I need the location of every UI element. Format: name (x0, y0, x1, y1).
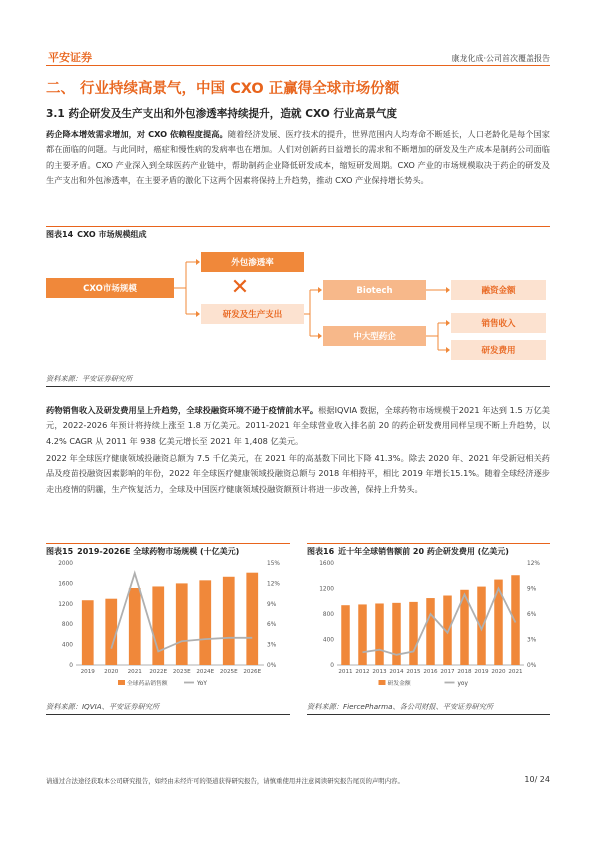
header-divider (46, 65, 550, 66)
x-tick-label: 2021 (127, 669, 142, 675)
bar-2015 (409, 602, 418, 665)
paragraph-2-body: 根据IQVIA 数据，全球药物市场规模于2021 年达到 1.5 万亿美元，2022-2026 年预计将持续上涨至 1.8 万亿美元。2011-2021 年全球营业收入排名前 20 的药企研发费用同样呈现不断上升趋势，以 4.2% CAGR 从 2011 年 938 亿美元增长至 2021 年 1,408 亿美元。 (46, 405, 550, 446)
fig16-chart (307, 557, 550, 697)
x-tick-label: 2021 (508, 669, 523, 675)
fig15-header (46, 543, 290, 557)
x-tick-label: 2014 (389, 669, 404, 675)
x-tick-label: 2015 (406, 669, 421, 675)
legend-label-line: yoy (457, 681, 468, 687)
legend-label-line: YoY (197, 681, 207, 687)
fig15-prefix: 图表15 (46, 547, 74, 556)
page-number: 10/ 24 (524, 775, 550, 784)
y-tick-label: 0 (69, 663, 73, 669)
footer-disclaimer: 请通过合法途径获取本公司研究报告，如经由未经许可的渠道获得研究报告，请慎重使用并注意阅读研究报告尾页的声明内容。 (46, 777, 404, 785)
box-rdcost-label: 研发费用 (481, 346, 516, 356)
y-tick-label: 400 (61, 642, 73, 649)
x-tick-label: 2022E (149, 669, 168, 675)
paragraph-1 (46, 127, 550, 188)
bar-2019 (82, 600, 94, 665)
y2-tick-label: 6% (267, 622, 277, 629)
box-sales-label: 销售收入 (481, 319, 516, 329)
bar-2026E (246, 573, 258, 665)
y2-tick-label: 0% (527, 663, 537, 669)
x-tick-label: 2026E (243, 669, 262, 675)
multiply-icon: ✕ (230, 275, 250, 300)
cxo-diagram (46, 240, 550, 370)
paragraph-1-body: 随着经济发展、医疗技术的提升，世界范围内人均寿命不断延长，人口老龄化是每个国家都在面临的问题。与此同时，癌症和慢性病的发病率也在增加。人们对创新药日益增长的需求和不断增加的研发及生产成本是制药公司面临的主要矛盾。CXO 产业深入到全球医药产业链中，帮助制药企业降低研发成本，缩短研发周期。CXO 产业的市场规模取决于药企的研发及生产支出和外包渗透率，在主要矛盾的激化下这两个因素将保持上升趋势，推动 CXO 产业保持增长势头。 (46, 129, 550, 185)
fig14-source: 资料来源：平安证券研究所 (46, 374, 550, 387)
x-tick-label: 2020 (491, 669, 506, 675)
x-tick-label: 2017 (440, 669, 455, 675)
bar-2011 (341, 605, 350, 665)
x-tick-label: 2016 (423, 669, 438, 675)
x-tick-label: 2013 (372, 669, 387, 675)
fig15-chart (46, 557, 290, 697)
box-cxo-label: CXO市场规模 (83, 284, 137, 294)
fig14-header (46, 226, 550, 240)
x-tick-label: 2019 (474, 669, 489, 675)
y2-tick-label: 9% (267, 601, 277, 608)
y-tick-label: 1200 (319, 586, 334, 593)
section-title: 二、 行业持续高景气，中国 CXO 正赢得全球市场份额 (46, 81, 400, 97)
bar-2024E (199, 580, 211, 665)
x-tick-label: 2020 (104, 669, 119, 675)
y-tick-label: 0 (330, 663, 334, 669)
y2-tick-label: 12% (267, 581, 280, 588)
bar-2022E (152, 586, 164, 665)
y2-tick-label: 0% (267, 663, 277, 669)
y-tick-label: 2000 (58, 561, 73, 567)
y2-tick-label: 3% (267, 642, 277, 649)
fig16-header (307, 543, 550, 557)
bar-2021 (511, 575, 520, 665)
x-tick-label: 2023E (172, 669, 191, 675)
y-tick-label: 400 (322, 637, 334, 644)
fig16-prefix: 图表16 (307, 547, 335, 556)
bar-2020 (105, 599, 117, 665)
legend-label-bar: 全球药品销售额 (127, 681, 168, 687)
bar-2021 (129, 588, 141, 665)
box-outsource-label: 外包渗透率 (231, 258, 274, 268)
bar-2013 (375, 603, 384, 665)
bar-2016 (426, 598, 435, 665)
fig14-prefix: 图表14 (46, 230, 74, 239)
paragraph-2-lead: 药物销售收入及研发费用呈上升趋势，全球投融资环境不逊于疫情前水平。 (46, 405, 319, 415)
y-tick-label: 800 (61, 622, 73, 629)
bar-2025E (223, 577, 235, 665)
x-tick-label: 2018 (457, 669, 472, 675)
brand-logo: 平安证券 (48, 51, 92, 64)
report-type: 康龙化成·公司首次覆盖报告 (451, 54, 550, 63)
x-tick-label: 2012 (355, 669, 370, 675)
paragraph-2 (46, 403, 550, 449)
fig16-source: 资料来源：FiercePharma、各公司财报、平安证券研究所 (307, 702, 550, 715)
x-tick-label: 2011 (338, 669, 353, 675)
fig15-source: 资料来源：IQVIA、平安证券研究所 (46, 702, 290, 715)
bar-2012 (358, 604, 367, 665)
bar-2019 (477, 587, 486, 665)
subsection-title: 3.1 药企研发及生产支出和外包渗透率持续提升，造就 CXO 行业高景气度 (46, 108, 398, 120)
x-tick-label: 2019 (80, 669, 95, 675)
y2-tick-label: 9% (527, 586, 537, 593)
bar-2020 (494, 580, 503, 665)
fig15-title: 2019-2026E 全球药物市场规模 (十亿美元) (77, 547, 240, 556)
y2-tick-label: 6% (527, 612, 537, 618)
y-tick-label: 800 (322, 612, 334, 618)
box-pharma-label: 中大型药企 (353, 332, 396, 342)
bar-2023E (176, 583, 188, 665)
legend-label-bar: 研发金额 (387, 681, 411, 687)
box-biotech-label: Biotech (356, 286, 393, 296)
x-tick-label: 2025E (219, 669, 238, 675)
legend-swatch-bar (379, 680, 386, 685)
paragraph-3 (46, 451, 550, 497)
series-line-yoy (363, 589, 516, 655)
y2-tick-label: 3% (527, 637, 537, 644)
paragraph-1-lead: 药企降本增效需求增加，对 CXO 依赖程度提高。 (46, 129, 228, 139)
x-tick-label: 2024E (196, 669, 215, 675)
box-financing-label: 融资金额 (481, 286, 516, 296)
y-tick-label: 1200 (58, 601, 73, 608)
y2-tick-label: 15% (267, 561, 280, 567)
paragraph-3-body: 2022 年全球医疗健康领域投融资总额为 7.5 千亿美元，在 2021 年的高基数下同比下降 41.3%。除去 2020 年、2021 年受新冠相关药品及疫苗投融资因素影响的年份，2022 年全球医疗健康领域投融资总额与 2018 年相持平，相比 2019 年增长15.1%。随着全球经济逐步走出疫情的阴霾，生产恢复活力，全球及中国医疗健康领域投融资额预计将进一步改善，保持上升势头。 (46, 453, 550, 494)
y-tick-label: 1600 (58, 581, 73, 588)
legend-swatch-bar (118, 680, 125, 685)
fig14-title: CXO 市场规模组成 (77, 230, 147, 239)
y-tick-label: 1600 (319, 561, 334, 567)
box-rd-label: 研发及生产支出 (222, 310, 283, 320)
fig16-title: 近十年全球销售额前 20 药企研发费用 (亿美元) (338, 547, 509, 556)
y2-tick-label: 12% (527, 561, 540, 567)
